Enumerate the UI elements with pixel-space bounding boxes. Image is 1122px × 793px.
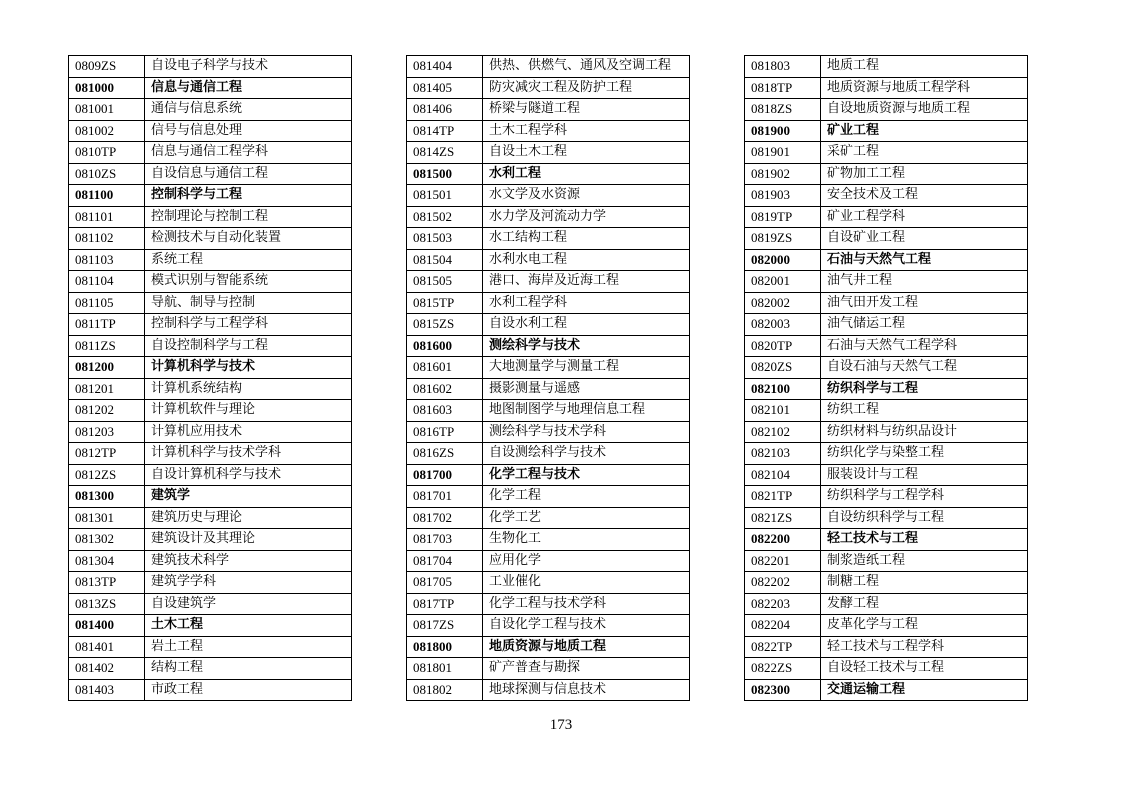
subject-name: 自设水利工程 bbox=[483, 314, 690, 336]
subject-code: 081803 bbox=[745, 56, 821, 78]
subject-row bbox=[407, 615, 690, 637]
subject-name: 化学工程与技术 bbox=[483, 464, 690, 486]
subject-row bbox=[407, 99, 690, 121]
subject-name: 自设建筑学 bbox=[145, 593, 352, 615]
subject-code: 0816ZS bbox=[407, 443, 483, 465]
subject-name: 土木工程 bbox=[145, 615, 352, 637]
category-row bbox=[745, 378, 1028, 400]
subject-name: 发酵工程 bbox=[821, 593, 1028, 615]
subject-row bbox=[745, 421, 1028, 443]
subject-name: 化学工程与技术学科 bbox=[483, 593, 690, 615]
category-row bbox=[745, 249, 1028, 271]
page-number: 173 bbox=[549, 717, 573, 733]
subject-code: 0813ZS bbox=[69, 593, 145, 615]
subject-row bbox=[407, 228, 690, 250]
subject-code: 081301 bbox=[69, 507, 145, 529]
subject-name: 建筑历史与理论 bbox=[145, 507, 352, 529]
subject-code: 081402 bbox=[69, 658, 145, 680]
subject-code: 082104 bbox=[745, 464, 821, 486]
category-row bbox=[745, 120, 1028, 142]
subject-name: 控制理论与控制工程 bbox=[145, 206, 352, 228]
subject-name: 建筑设计及其理论 bbox=[145, 529, 352, 551]
subject-code: 081104 bbox=[69, 271, 145, 293]
subject-row bbox=[69, 421, 352, 443]
subject-row bbox=[745, 357, 1028, 379]
subject-row bbox=[407, 292, 690, 314]
subject-name: 制浆造纸工程 bbox=[821, 550, 1028, 572]
subject-row bbox=[745, 400, 1028, 422]
subject-code: 0822ZS bbox=[745, 658, 821, 680]
subject-name: 自设土木工程 bbox=[483, 142, 690, 164]
subject-name: 测绘科学与技术学科 bbox=[483, 421, 690, 443]
subject-code: 0818ZS bbox=[745, 99, 821, 121]
subject-row bbox=[69, 249, 352, 271]
subject-code: 081801 bbox=[407, 658, 483, 680]
subject-code: 081200 bbox=[69, 357, 145, 379]
subject-name: 纺织科学与工程学科 bbox=[821, 486, 1028, 508]
subject-name: 矿业工程 bbox=[821, 120, 1028, 142]
subject-code: 081701 bbox=[407, 486, 483, 508]
subject-name: 防灾减灾工程及防护工程 bbox=[483, 77, 690, 99]
subject-name: 系统工程 bbox=[145, 249, 352, 271]
subject-name: 地质工程 bbox=[821, 56, 1028, 78]
subject-row bbox=[69, 335, 352, 357]
subject-code: 0817TP bbox=[407, 593, 483, 615]
subject-name: 化学工程 bbox=[483, 486, 690, 508]
subject-code: 082103 bbox=[745, 443, 821, 465]
subject-code: 0820ZS bbox=[745, 357, 821, 379]
category-row bbox=[745, 679, 1028, 701]
subject-name: 检测技术与自动化装置 bbox=[145, 228, 352, 250]
subject-name: 桥梁与隧道工程 bbox=[483, 99, 690, 121]
subject-code: 0814TP bbox=[407, 120, 483, 142]
subject-name: 导航、制导与控制 bbox=[145, 292, 352, 314]
subject-code: 0818TP bbox=[745, 77, 821, 99]
subject-row bbox=[745, 99, 1028, 121]
subject-code: 081103 bbox=[69, 249, 145, 271]
subject-row bbox=[69, 206, 352, 228]
subject-row bbox=[69, 679, 352, 701]
subject-name: 油气田开发工程 bbox=[821, 292, 1028, 314]
subject-name: 自设控制科学与工程 bbox=[145, 335, 352, 357]
subject-row bbox=[407, 357, 690, 379]
subject-name: 自设矿业工程 bbox=[821, 228, 1028, 250]
subject-row bbox=[745, 185, 1028, 207]
subject-row bbox=[407, 658, 690, 680]
subject-row bbox=[407, 314, 690, 336]
subject-row bbox=[745, 77, 1028, 99]
subject-code: 081304 bbox=[69, 550, 145, 572]
subject-row bbox=[69, 378, 352, 400]
subject-code: 081500 bbox=[407, 163, 483, 185]
subject-code: 082203 bbox=[745, 593, 821, 615]
subject-row bbox=[69, 99, 352, 121]
subject-row bbox=[69, 550, 352, 572]
category-row bbox=[407, 464, 690, 486]
subject-name: 计算机科学与技术学科 bbox=[145, 443, 352, 465]
subject-code: 081900 bbox=[745, 120, 821, 142]
subject-name: 自设信息与通信工程 bbox=[145, 163, 352, 185]
subject-row bbox=[69, 314, 352, 336]
subject-code: 081503 bbox=[407, 228, 483, 250]
subject-code: 081302 bbox=[69, 529, 145, 551]
subject-name: 矿物加工工程 bbox=[821, 163, 1028, 185]
category-row bbox=[69, 615, 352, 637]
subject-name: 计算机软件与理论 bbox=[145, 400, 352, 422]
subject-row bbox=[745, 658, 1028, 680]
subject-code: 0819TP bbox=[745, 206, 821, 228]
subject-code: 0809ZS bbox=[69, 56, 145, 78]
subject-name: 信息与通信工程学科 bbox=[145, 142, 352, 164]
subject-row bbox=[407, 400, 690, 422]
subject-name: 市政工程 bbox=[145, 679, 352, 701]
subject-row bbox=[69, 636, 352, 658]
subject-code: 082000 bbox=[745, 249, 821, 271]
subject-code: 0822TP bbox=[745, 636, 821, 658]
subject-row bbox=[407, 421, 690, 443]
subject-name: 地质资源与地质工程学科 bbox=[821, 77, 1028, 99]
subject-row bbox=[745, 142, 1028, 164]
catalog-table-1 bbox=[68, 55, 352, 701]
subject-name: 岩土工程 bbox=[145, 636, 352, 658]
subject-row bbox=[745, 335, 1028, 357]
subject-name: 生物化工 bbox=[483, 529, 690, 551]
subject-name: 自设地质资源与地质工程 bbox=[821, 99, 1028, 121]
subject-row bbox=[69, 464, 352, 486]
subject-code: 081903 bbox=[745, 185, 821, 207]
subject-code: 081901 bbox=[745, 142, 821, 164]
subject-name: 油气井工程 bbox=[821, 271, 1028, 293]
subject-name: 水利工程学科 bbox=[483, 292, 690, 314]
subject-code: 0814ZS bbox=[407, 142, 483, 164]
subject-code: 0812TP bbox=[69, 443, 145, 465]
subject-name: 计算机系统结构 bbox=[145, 378, 352, 400]
subject-name: 石油与天然气工程学科 bbox=[821, 335, 1028, 357]
subject-code: 0811TP bbox=[69, 314, 145, 336]
subject-code: 0815TP bbox=[407, 292, 483, 314]
category-row bbox=[407, 163, 690, 185]
subject-code: 082202 bbox=[745, 572, 821, 594]
subject-code: 081000 bbox=[69, 77, 145, 99]
subject-name: 港口、海岸及近海工程 bbox=[483, 271, 690, 293]
subject-name: 地球探测与信息技术 bbox=[483, 679, 690, 701]
subject-name: 自设纺织科学与工程 bbox=[821, 507, 1028, 529]
subject-row bbox=[745, 228, 1028, 250]
subject-name: 信息与通信工程 bbox=[145, 77, 352, 99]
subject-code: 081602 bbox=[407, 378, 483, 400]
subject-name: 计算机应用技术 bbox=[145, 421, 352, 443]
subject-row bbox=[745, 486, 1028, 508]
subject-row bbox=[407, 249, 690, 271]
subject-code: 0817ZS bbox=[407, 615, 483, 637]
subject-code: 082300 bbox=[745, 679, 821, 701]
subject-name: 地图制图学与地理信息工程 bbox=[483, 400, 690, 422]
subject-name: 地质资源与地质工程 bbox=[483, 636, 690, 658]
subject-name: 摄影测量与遥感 bbox=[483, 378, 690, 400]
subject-code: 082102 bbox=[745, 421, 821, 443]
subject-code: 0821TP bbox=[745, 486, 821, 508]
subject-row bbox=[69, 658, 352, 680]
subject-row bbox=[745, 56, 1028, 78]
subject-code: 081300 bbox=[69, 486, 145, 508]
subject-row bbox=[69, 529, 352, 551]
subject-name: 工业催化 bbox=[483, 572, 690, 594]
subject-row bbox=[69, 142, 352, 164]
subject-row bbox=[407, 679, 690, 701]
subject-name: 采矿工程 bbox=[821, 142, 1028, 164]
category-row bbox=[69, 357, 352, 379]
subject-row bbox=[69, 271, 352, 293]
subject-name: 自设计算机科学与技术 bbox=[145, 464, 352, 486]
subject-code: 081502 bbox=[407, 206, 483, 228]
subject-name: 信号与信息处理 bbox=[145, 120, 352, 142]
subject-code: 081505 bbox=[407, 271, 483, 293]
subject-code: 0812ZS bbox=[69, 464, 145, 486]
subject-code: 0815ZS bbox=[407, 314, 483, 336]
subject-name: 纺织工程 bbox=[821, 400, 1028, 422]
subject-code: 082003 bbox=[745, 314, 821, 336]
subject-code: 081404 bbox=[407, 56, 483, 78]
category-row bbox=[69, 185, 352, 207]
subject-code: 0810TP bbox=[69, 142, 145, 164]
subject-name: 油气储运工程 bbox=[821, 314, 1028, 336]
subject-row bbox=[745, 593, 1028, 615]
subject-row bbox=[407, 271, 690, 293]
subject-name: 自设轻工技术与工程 bbox=[821, 658, 1028, 680]
subject-row bbox=[745, 636, 1028, 658]
subject-row bbox=[745, 443, 1028, 465]
subject-code: 082101 bbox=[745, 400, 821, 422]
subject-row bbox=[69, 507, 352, 529]
subject-name: 轻工技术与工程学科 bbox=[821, 636, 1028, 658]
subject-code: 082201 bbox=[745, 550, 821, 572]
subject-code: 081105 bbox=[69, 292, 145, 314]
subject-name: 水工结构工程 bbox=[483, 228, 690, 250]
subject-name: 交通运输工程 bbox=[821, 679, 1028, 701]
category-row bbox=[69, 77, 352, 99]
subject-code: 081704 bbox=[407, 550, 483, 572]
subject-row bbox=[745, 206, 1028, 228]
subject-row bbox=[69, 228, 352, 250]
subject-row bbox=[745, 163, 1028, 185]
subject-code: 082204 bbox=[745, 615, 821, 637]
subject-name: 制糖工程 bbox=[821, 572, 1028, 594]
subject-row bbox=[69, 163, 352, 185]
subject-code: 081902 bbox=[745, 163, 821, 185]
subject-row bbox=[745, 615, 1028, 637]
subject-row bbox=[745, 292, 1028, 314]
subject-row bbox=[745, 464, 1028, 486]
subject-name: 自设电子科学与技术 bbox=[145, 56, 352, 78]
subject-name: 矿业工程学科 bbox=[821, 206, 1028, 228]
subject-name: 控制科学与工程 bbox=[145, 185, 352, 207]
subject-row bbox=[407, 572, 690, 594]
subject-code: 081703 bbox=[407, 529, 483, 551]
subject-name: 模式识别与智能系统 bbox=[145, 271, 352, 293]
subject-code: 081403 bbox=[69, 679, 145, 701]
subject-name: 建筑技术科学 bbox=[145, 550, 352, 572]
subject-row bbox=[69, 572, 352, 594]
subject-code: 081405 bbox=[407, 77, 483, 99]
subject-row bbox=[745, 271, 1028, 293]
subject-name: 安全技术及工程 bbox=[821, 185, 1028, 207]
subject-code: 0819ZS bbox=[745, 228, 821, 250]
subject-name: 纺织材料与纺织品设计 bbox=[821, 421, 1028, 443]
subject-name: 供热、供燃气、通风及空调工程 bbox=[483, 56, 690, 78]
subject-row bbox=[407, 529, 690, 551]
subject-row bbox=[407, 77, 690, 99]
subject-name: 大地测量学与测量工程 bbox=[483, 357, 690, 379]
subject-name: 自设测绘科学与技术 bbox=[483, 443, 690, 465]
subject-row bbox=[407, 185, 690, 207]
subject-code: 081002 bbox=[69, 120, 145, 142]
subject-code: 0813TP bbox=[69, 572, 145, 594]
subject-code: 081504 bbox=[407, 249, 483, 271]
subject-name: 纺织化学与染整工程 bbox=[821, 443, 1028, 465]
subject-name: 通信与信息系统 bbox=[145, 99, 352, 121]
subject-code: 081101 bbox=[69, 206, 145, 228]
subject-code: 081102 bbox=[69, 228, 145, 250]
subject-row bbox=[69, 120, 352, 142]
subject-row bbox=[407, 56, 690, 78]
subject-code: 081203 bbox=[69, 421, 145, 443]
subject-code: 081802 bbox=[407, 679, 483, 701]
category-row bbox=[407, 636, 690, 658]
subject-row bbox=[69, 593, 352, 615]
subject-code: 081603 bbox=[407, 400, 483, 422]
subject-row bbox=[745, 572, 1028, 594]
subject-name: 应用化学 bbox=[483, 550, 690, 572]
subject-code: 081400 bbox=[69, 615, 145, 637]
subject-code: 081601 bbox=[407, 357, 483, 379]
subject-code: 081700 bbox=[407, 464, 483, 486]
subject-name: 结构工程 bbox=[145, 658, 352, 680]
subject-name: 水利工程 bbox=[483, 163, 690, 185]
subject-code: 082002 bbox=[745, 292, 821, 314]
subject-row bbox=[407, 507, 690, 529]
subject-code: 082200 bbox=[745, 529, 821, 551]
subject-code: 081406 bbox=[407, 99, 483, 121]
subject-code: 082001 bbox=[745, 271, 821, 293]
subject-code: 081705 bbox=[407, 572, 483, 594]
subject-code: 082100 bbox=[745, 378, 821, 400]
subject-code: 0821ZS bbox=[745, 507, 821, 529]
catalog-table-3 bbox=[744, 55, 1028, 701]
subject-code: 081702 bbox=[407, 507, 483, 529]
catalog-table-2 bbox=[406, 55, 690, 701]
subject-code: 081600 bbox=[407, 335, 483, 357]
subject-row bbox=[407, 550, 690, 572]
subject-row bbox=[69, 400, 352, 422]
subject-row bbox=[69, 292, 352, 314]
subject-row bbox=[407, 142, 690, 164]
subject-code: 081800 bbox=[407, 636, 483, 658]
subject-row bbox=[407, 443, 690, 465]
subject-row bbox=[407, 120, 690, 142]
subject-row bbox=[745, 314, 1028, 336]
subject-row bbox=[745, 550, 1028, 572]
subject-name: 服装设计与工程 bbox=[821, 464, 1028, 486]
subject-name: 水文学及水资源 bbox=[483, 185, 690, 207]
subject-name: 建筑学学科 bbox=[145, 572, 352, 594]
subject-row bbox=[69, 56, 352, 78]
subject-name: 轻工技术与工程 bbox=[821, 529, 1028, 551]
subject-name: 纺织科学与工程 bbox=[821, 378, 1028, 400]
subject-code: 081501 bbox=[407, 185, 483, 207]
subject-name: 计算机科学与技术 bbox=[145, 357, 352, 379]
category-row bbox=[745, 529, 1028, 551]
subject-code: 081100 bbox=[69, 185, 145, 207]
category-row bbox=[69, 486, 352, 508]
subject-code: 081201 bbox=[69, 378, 145, 400]
subject-code: 0816TP bbox=[407, 421, 483, 443]
category-row bbox=[407, 335, 690, 357]
subject-name: 测绘科学与技术 bbox=[483, 335, 690, 357]
subject-name: 建筑学 bbox=[145, 486, 352, 508]
subject-code: 0820TP bbox=[745, 335, 821, 357]
subject-name: 自设石油与天然气工程 bbox=[821, 357, 1028, 379]
subject-row bbox=[407, 486, 690, 508]
subject-name: 化学工艺 bbox=[483, 507, 690, 529]
subject-name: 石油与天然气工程 bbox=[821, 249, 1028, 271]
subject-code: 081401 bbox=[69, 636, 145, 658]
subject-name: 矿产普查与勘探 bbox=[483, 658, 690, 680]
subject-name: 水利水电工程 bbox=[483, 249, 690, 271]
subject-code: 081202 bbox=[69, 400, 145, 422]
subject-row bbox=[69, 443, 352, 465]
subject-code: 0810ZS bbox=[69, 163, 145, 185]
subject-name: 自设化学工程与技术 bbox=[483, 615, 690, 637]
subject-row bbox=[407, 378, 690, 400]
subject-row bbox=[745, 507, 1028, 529]
subject-code: 0811ZS bbox=[69, 335, 145, 357]
subject-name: 控制科学与工程学科 bbox=[145, 314, 352, 336]
subject-name: 水力学及河流动力学 bbox=[483, 206, 690, 228]
subject-row bbox=[407, 206, 690, 228]
subject-name: 土木工程学科 bbox=[483, 120, 690, 142]
subject-row bbox=[407, 593, 690, 615]
subject-code: 081001 bbox=[69, 99, 145, 121]
subject-name: 皮革化学与工程 bbox=[821, 615, 1028, 637]
